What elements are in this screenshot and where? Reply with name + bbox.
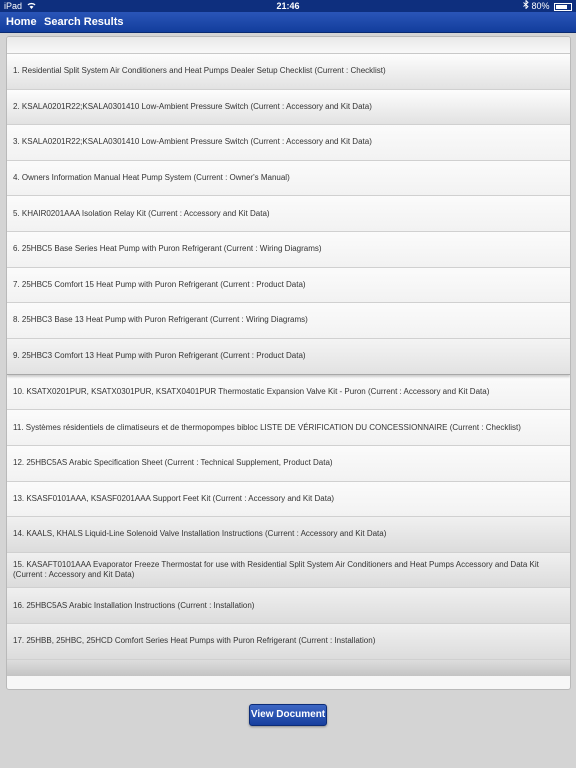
- list-item[interactable]: [7, 54, 570, 90]
- list-item[interactable]: [7, 268, 570, 304]
- list-item[interactable]: [7, 232, 570, 268]
- device-label: iPad: [4, 1, 23, 11]
- page-title: Search Results: [44, 16, 124, 28]
- list-item-label: 13. KSASF0101AAA, KSASF0201AAA Support Feet Kit (Current : Accessory and Kit Data): [13, 493, 335, 503]
- list-item-label: 5. KHAIR0201AAA Isolation Relay Kit (Current : Accessory and Kit Data): [13, 208, 270, 218]
- list-item-label: 12. 25HBC5AS Arabic Specification Sheet (Current : Technical Supplement, Product Data): [13, 458, 333, 468]
- list-item[interactable]: [7, 161, 570, 197]
- list-item-label: 6. 25HBC5 Base Series Heat Pump with Puron Refrigerant (Current : Wiring Diagrams): [13, 244, 322, 254]
- list-item-label: 7. 25HBC5 Comfort 15 Heat Pump with Puron Refrigerant (Current : Product Data): [13, 279, 306, 289]
- list-item-label: 17. 25HBB, 25HBC, 25HCD Comfort Series Heat Pumps with Puron Refrigerant (Current : Installation): [13, 636, 376, 646]
- list-item-label: 8. 25HBC3 Base 13 Heat Pump with Puron Refrigerant (Current : Wiring Diagrams): [13, 315, 308, 325]
- list-item[interactable]: [7, 303, 570, 339]
- list-item-label: 14. KAALS, KHALS Liquid-Line Solenoid Valve Installation Instructions (Current : Accessory and Kit Data): [13, 529, 387, 539]
- list-item[interactable]: [7, 624, 570, 660]
- list-item[interactable]: [7, 375, 570, 411]
- list-item-label: 1. Residential Split System Air Conditioners and Heat Pumps Dealer Setup Checklist (Current : Checklist): [13, 66, 386, 76]
- list-item-label: 15. KASAFT0101AAA Evaporator Freeze Thermostat for use with Residential Split System Air Conditioners and Heat Pumps Accessory and Data Kit (Current : Accessory and Kit Data): [13, 560, 539, 580]
- view-document-button[interactable]: View Document: [249, 704, 327, 726]
- partial-list-item: [7, 37, 570, 54]
- battery-percent: 80%: [531, 1, 550, 11]
- status-right: [523, 0, 572, 12]
- list-item[interactable]: [7, 90, 570, 126]
- battery-icon: [554, 3, 572, 11]
- list-item[interactable]: [7, 517, 570, 553]
- status-time: 21:46: [276, 1, 300, 11]
- home-button[interactable]: Home: [6, 16, 37, 28]
- list-item-label: 9. 25HBC3 Comfort 13 Heat Pump with Puron Refrigerant (Current : Product Data): [13, 351, 306, 361]
- list-item-label: 16. 25HBC5AS Arabic Installation Instructions (Current : Installation): [13, 600, 255, 610]
- status-bar: [0, 0, 576, 12]
- list-item-label: 2. KSALA0201R22;KSALA0301410 Low-Ambient Pressure Switch (Current : Accessory and Kit Data): [13, 101, 372, 111]
- list-item[interactable]: [7, 410, 570, 446]
- navigation-bar: [0, 12, 576, 33]
- list-item[interactable]: [7, 339, 570, 375]
- list-item[interactable]: [7, 446, 570, 482]
- list-item-label: 11. Systèmes résidentiels de climatiseurs et de thermopompes bibloc LISTE DE VÉRIFICATION DU CONCESSIONNAIRE (Current : Checklist): [13, 422, 521, 432]
- list-item-label: 3. KSALA0201R22;KSALA0301410 Low-Ambient Pressure Switch (Current : Accessory and Kit Data): [13, 137, 372, 147]
- list-item[interactable]: [7, 588, 570, 624]
- list-item[interactable]: [7, 196, 570, 232]
- list-item[interactable]: [7, 125, 570, 161]
- search-results-list[interactable]: [6, 36, 571, 690]
- list-bottom-edge: [7, 660, 570, 676]
- list-item[interactable]: [7, 482, 570, 518]
- list-item-label: 10. KSATX0201PUR, KSATX0301PUR, KSATX0401PUR Thermostatic Expansion Valve Kit - Puron (Current : Accessory and Kit Data): [13, 387, 490, 397]
- list-item[interactable]: [7, 553, 570, 589]
- list-item-label: 4. Owners Information Manual Heat Pump System (Current : Owner's Manual): [13, 173, 290, 183]
